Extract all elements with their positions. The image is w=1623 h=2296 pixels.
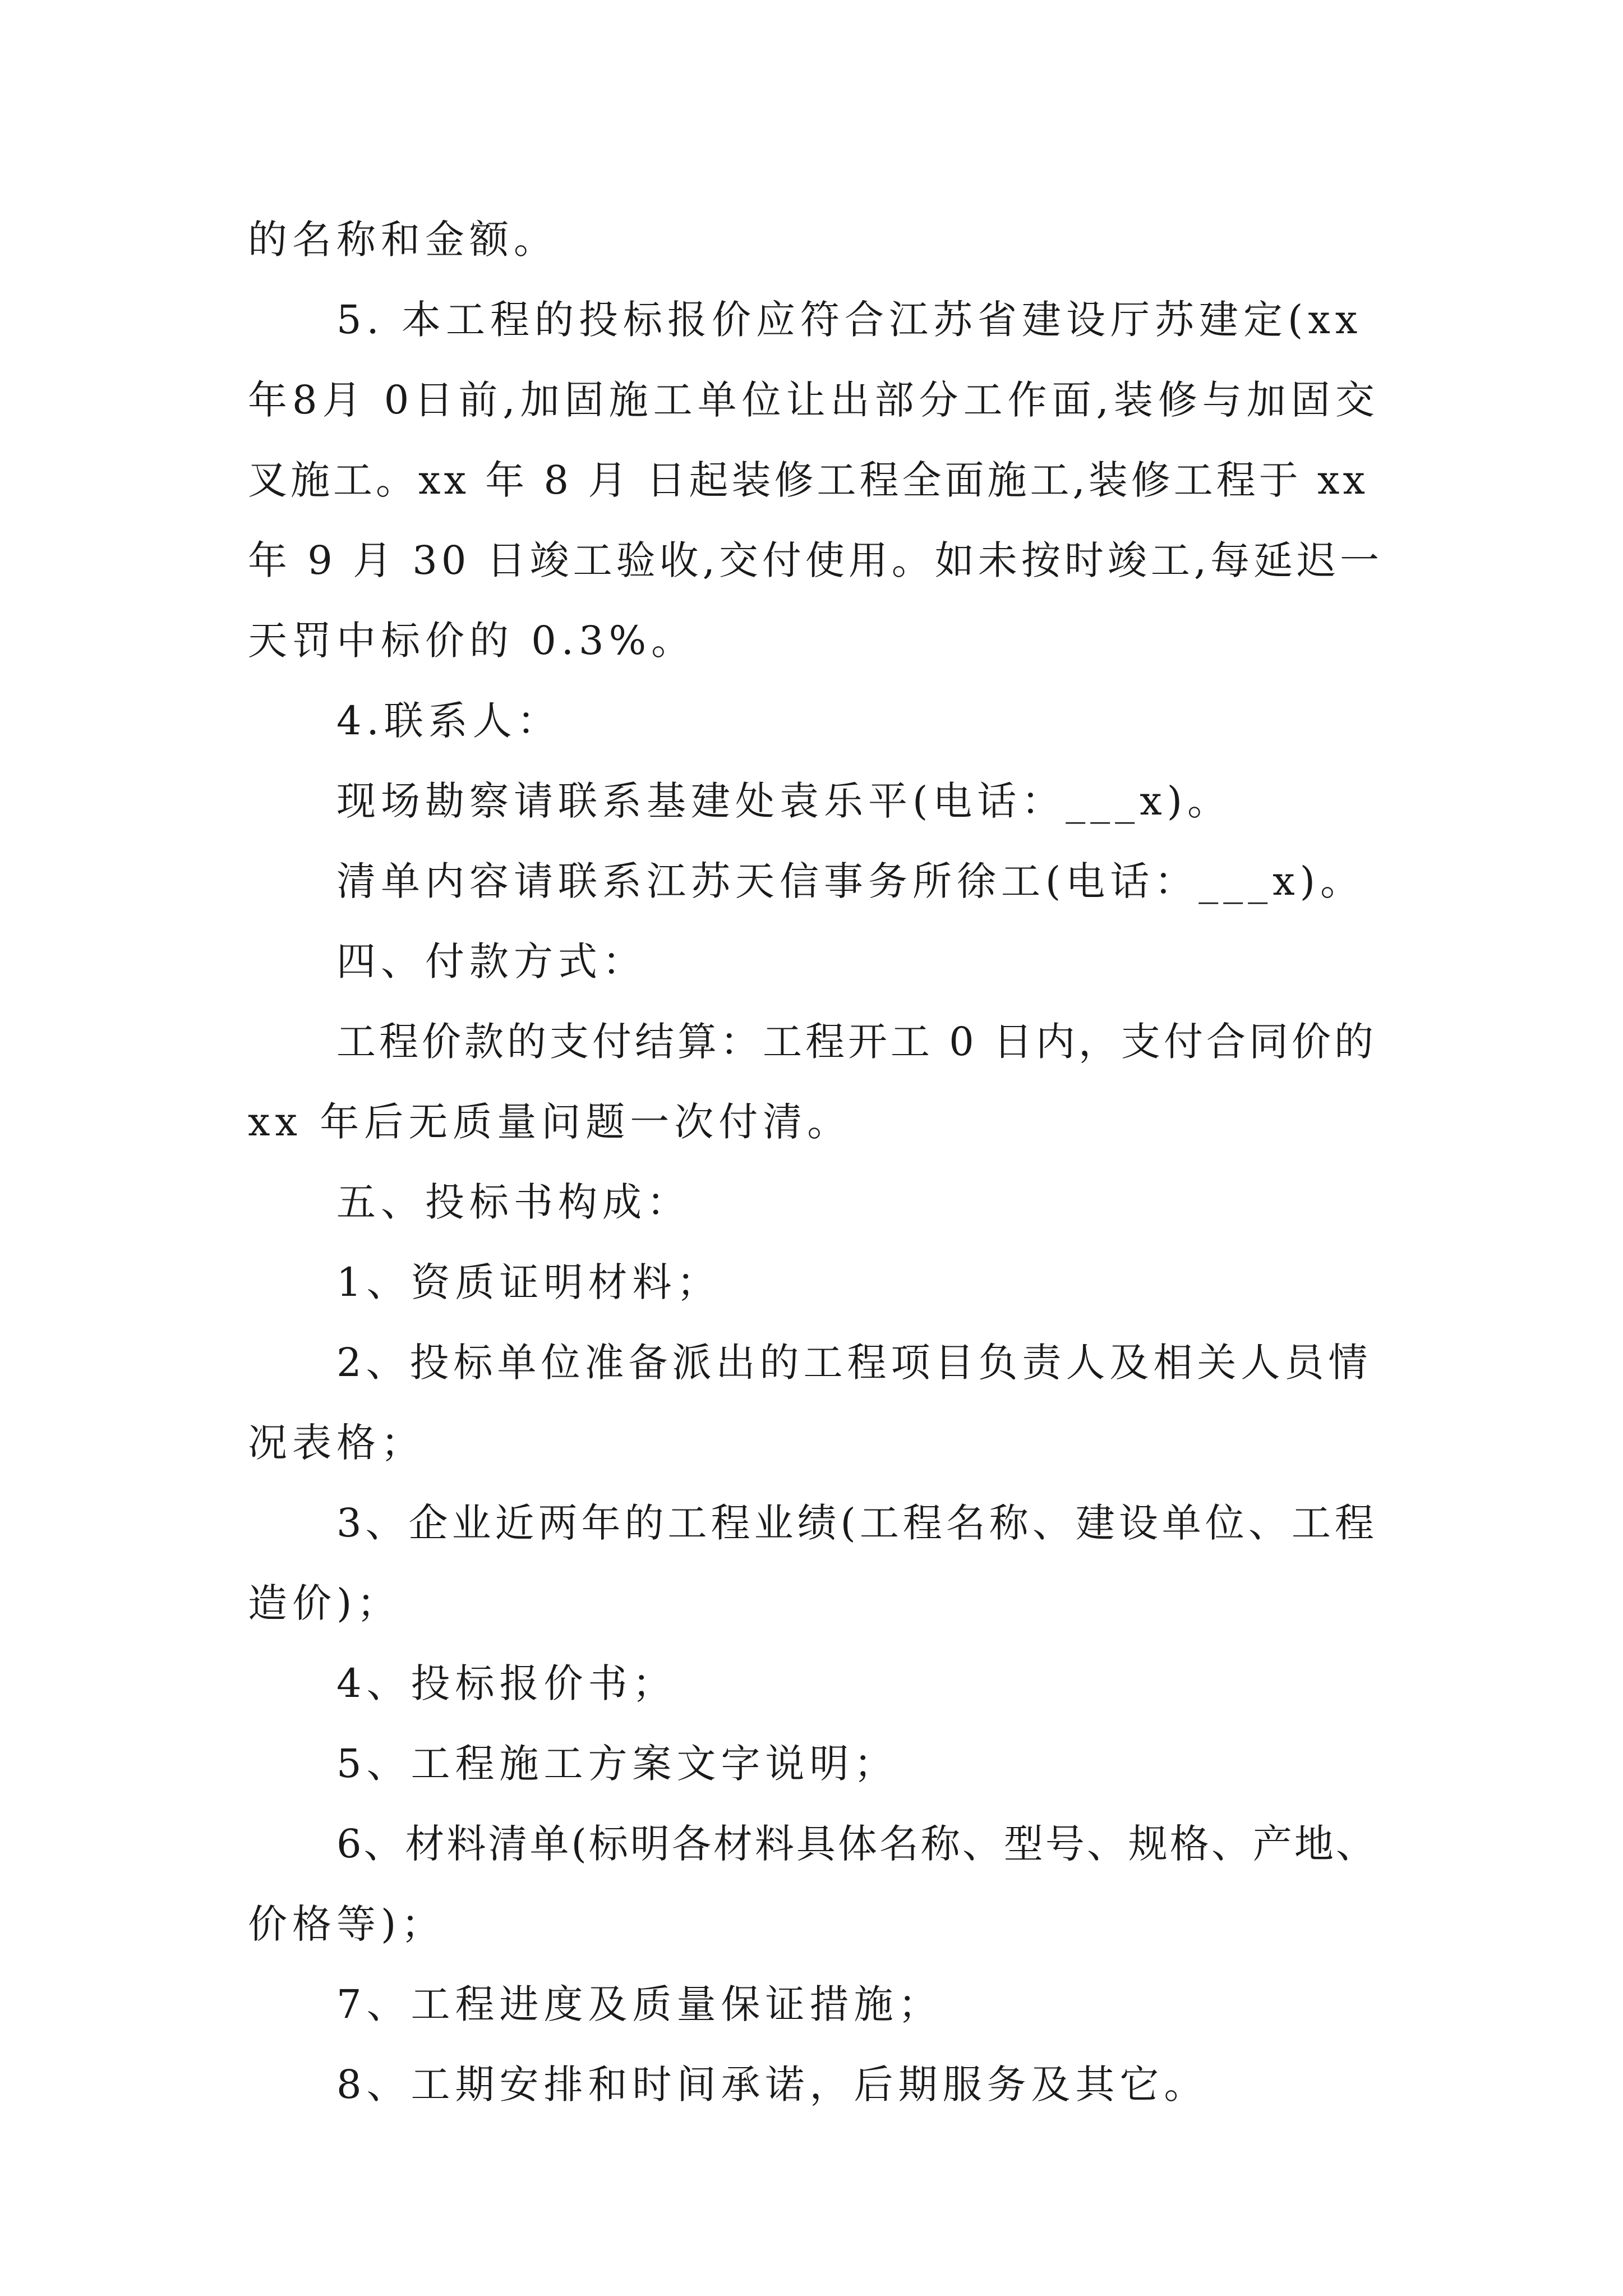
text-line-6: 天罚中标价的 0.3%。 [248,618,696,664]
text-line-7: 4.联系人： [336,698,561,744]
text-line-22: 价格等)； [248,1901,446,1947]
text-line-11: 工程价款的支付结算：工程开工 0 日内，支付合同价的 [336,1019,1377,1065]
text-line-4: 叉施工。xx 年 8 月 日起装修工程全面施工,装修工程于 xx [248,457,1368,503]
text-line-3: 年8月 0日前,加固施工单位让出部分工作面,装修与加固交 [248,377,1380,423]
text-line-13: 五、投标书构成： [336,1179,691,1225]
text-line-24: 8、工期安排和时间承诺，后期服务及其它。 [336,2062,1209,2108]
text-line-16: 况表格； [248,1420,425,1466]
text-line-8: 现场勘察请联系基建处袁乐平(电话：___x)。 [336,778,1232,824]
text-line-18: 造价)； [248,1580,402,1626]
text-line-12: xx 年后无质量问题一次付清。 [248,1099,852,1145]
text-line-19: 4、投标报价书； [336,1660,677,1706]
text-line-17: 3、企业近两年的工程业绩(工程名称、建设单位、工程 [336,1500,1378,1546]
text-line-2: 5. 本工程的投标报价应符合江苏省建设厅苏建定(xx [336,297,1363,343]
text-line-10: 四、付款方式： [336,938,647,984]
text-line-20: 5、工程施工方案文字说明； [336,1741,898,1787]
text-line-14: 1、资质证明材料； [336,1259,721,1305]
text-line-9: 清单内容请联系江苏天信事务所徐工(电话：___x)。 [336,858,1365,904]
text-line-23: 7、工程进度及质量保证措施； [336,1981,943,2027]
text-line-21: 6、材料清单(标明各材料具体名称、型号、规格、产地、 [336,1821,1377,1867]
text-line-5: 年 9 月 30 日竣工验收,交付使用。如未按时竣工,每延迟一 [248,537,1384,583]
text-line-15: 2、投标单位准备派出的工程项目负责人及相关人员情 [336,1340,1372,1386]
text-line-1: 的名称和金额。 [248,217,558,263]
